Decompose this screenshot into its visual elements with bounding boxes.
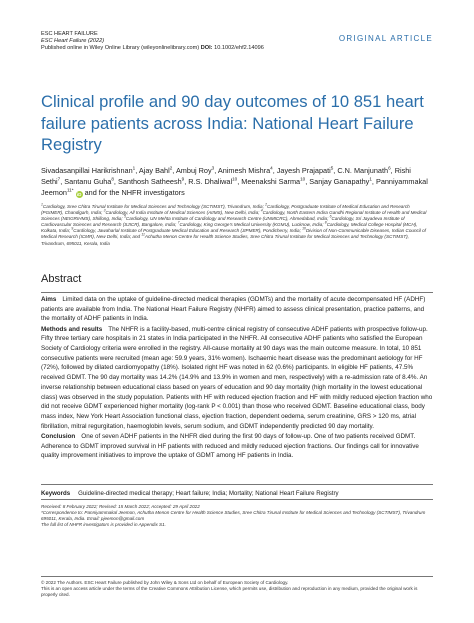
author-affiliation-marker: 2 [169, 165, 173, 171]
author-affiliation-marker: 5 [330, 165, 334, 171]
abstract-heading: Abstract [41, 273, 82, 285]
affiliation-number: 10 [302, 226, 306, 231]
author-affiliation-marker: 9 [181, 176, 185, 182]
author-name: Santhosh Satheesh$^9$ [117, 176, 185, 186]
abstract-conclusion: Conclusion One of seven ADHF patients in the NHFR died during the first 90 days of follow-up. One of two patients received GDMT. Adherence to GDMT improved survival in HF patients with reduced and mildly reduced ejection fractions. Our findings call for innovative quality improvement initiatives to improve the uptake of GDMT among HF patients in India. [41, 432, 419, 460]
keywords-top-rule [41, 484, 433, 485]
author-name: Ajay Bahl$^2$ [138, 165, 173, 175]
copyright: © 2022 The Authors. ESC Heart Failure published by John Wiley & Sons Ltd on behalf of European Society of Cardiology. [41, 580, 289, 585]
journal-issue: ESC Heart Failure (2022) [41, 38, 105, 45]
author-affiliation-marker: 4 [270, 165, 273, 171]
author-name: C.N. Manjunath$^6$ [337, 165, 391, 175]
author-affiliation-marker: 3 [211, 165, 215, 171]
affiliation-number: 2 [265, 202, 268, 207]
affiliations: $^1$Cardiology, Sree Chitra Tirunal Institute for Medical Sciences and Technology (SCTIMST), Trivandrum, India; $^2$Cardiology, Postgraduate Institute of Medical Education and Research (PGIMER), Chandigarh, India; $^3$Cardiology, All India Institute of Medical Sciences (AIIMS), New Delhi, India; $^4$Cardiology, North Eastern Indira Gandhi Regional Institute of Health and Medical Sciences (NEIGRIHMS), Shillong, India; $^5$Cardiology, UN Mehta Institute of Cardiology and Research Centre (UNMICRC), Ahmedabad, India; $^6$Cardiology, Sri Jayadeva Institute of Cardiovascular Sciences and Research (SJICR), Bangalore, India; $^7$Cardiology, King George's Medical University (KGMU), Lucknow, India; $^8$Cardiology, Medical College Hospital (MCH), Kolkata, India; $^9$Cardiology, Jawaharlal Institute of Postgraduate Medical Education and Research (JIPMER), Pondicherry, India; $^{10}$Division of Non-Communicable Diseases, Indian Council of Medical Research (ICMR), New Delhi, India; and $^{11}$Achutha Menon Centre for Health Science Studies, Sree Chitra Tirunal Institute for Medical Sciences and Technology (SCTIMST), Trivandrum, 695011, Kerala, India [41, 202, 427, 246]
author-name: Rishi Sethi$^7$ [41, 166, 411, 186]
author-name: R.S. Dhaliwal$^{10}$ [188, 176, 238, 186]
article-type-badge: ORIGINAL ARTICLE [338, 34, 433, 43]
author-name: Ambuj Roy$^3$ [175, 165, 215, 175]
journal-name: ESC HEART FAILURE [41, 31, 98, 37]
affiliation-number: 7 [177, 220, 180, 225]
keywords-bottom-rule [41, 499, 433, 500]
author-name: Jayesh Prajapati$^5$ [276, 165, 334, 175]
correspondence: *Correspondence to: Panniyammakal Jeemon, Achutha Menon Centre for Health Science Studies, Sree Chitra Tirunal Institute for Medical Sciences and Technology (SCTIMST), Trivandrum 695011, Kerala, India. Email: pjeemon@gmail.com [41, 510, 426, 522]
author-affiliation-marker: 10 [232, 176, 238, 182]
author-name: Animesh Mishra$^4$ [217, 165, 273, 175]
author-name: Meenakshi Sarma$^{10}$ [241, 176, 306, 186]
footer-rule [41, 576, 433, 577]
journal-header [41, 31, 433, 53]
license: This is an open access article under the terms of the Creative Commons Attribution License, which permits use, distribution and reproduction in any medium, provided the original work is properly cited. [41, 586, 418, 598]
page-footer [41, 580, 433, 598]
affiliation-number: 5 [123, 214, 126, 219]
affiliation-number: 6 [329, 214, 332, 219]
doi-link[interactable]: 10.1002/ehf2.14096 [214, 45, 264, 52]
author-affiliation-marker: 8 [111, 176, 114, 182]
author-affiliation-marker: 1 [132, 165, 136, 171]
author-affiliation-marker: 10 [300, 176, 306, 182]
affiliation-number: 9 [71, 226, 74, 231]
author-affiliation-marker: 7 [57, 176, 61, 182]
author-name: Sivadasanpillai Harikrishnan$^1$ [41, 165, 136, 175]
article-title: Clinical profile and 90 day outcomes of 10 851 heart failure patients across India: National Heart Failure Registry [41, 92, 424, 154]
author-affiliation-marker: 11* [66, 187, 74, 193]
author-name: Panniyammakal Jeemon$^{11*}$ [41, 177, 428, 197]
keywords: Keywords Guideline-directed medical therapy; Heart failure; India; Mortality; National Heart Failure Registry [41, 490, 339, 497]
article-dates: Received: 8 February 2022; Revised: 15 March 2022; Accepted: 29 April 2022 *Correspondence to: Panniyammakal Jeemon, Achutha Menon Centre for Health Science Studies, Sree Chitra Tirunal Institute for Medical Sciences and Technology (SCTIMST), Trivandrum 695011, Kerala, India. Email: pjeemon@gmail.com The full list of NHFR investigators is provided in Appendix S1. [41, 504, 433, 528]
orcid-icon[interactable]: iD [76, 192, 82, 197]
author-name: Sanjay Ganapathy$^1$ [309, 176, 372, 186]
investigators-note: The full list of NHFR investigators is provided in Appendix S1. [41, 522, 166, 528]
affiliation-number: 1 [41, 202, 43, 207]
author-list: Sivadasanpillai Harikrishnan$^1$, Ajay Bahl$^2$, Ambuj Roy$^3$, Animesh Mishra$^4$, Jayesh Prajapati$^5$, C.N. Manjunath$^6$, Rishi Sethi$^7$, Santanu Guha$^8$, Santhosh Satheesh$^9$, R.S. Dhaliwal$^{10}$, Meenakshi Sarma$^{10}$, Sanjay Ganapathy$^1$, Panniyammakal Jeemon$^{11*}$ iD and for the NHFR investigators [41, 165, 428, 197]
affiliation-number: 11 [141, 232, 145, 237]
affiliation-number: 4 [260, 208, 263, 213]
affiliation-number: 8 [324, 220, 327, 225]
abstract-body [41, 295, 433, 461]
published-line: Published online in Wiley Online Library (wileyonlinelibrary.com) DOI: 10.1002/ehf2.14096 [41, 45, 264, 52]
abstract-aims: Aims Limited data on the uptake of guideline-directed medical therapies (GDMTs) and the mortality of acute decompensated HF (ADHF) patients are available from India. The National Heart Failure Registry (NHFR) aimed to assess clinical presentation, practice patterns, and the mortality of ADHF patients in India. [41, 296, 426, 323]
abstract-methods: Methods and results The NHFR is a facility-based, multi-centre clinical registry of consecutive ADHF patients with prospective follow-up. Fifty three tertiary care hospitals in 21 states in India participated in the NHFR. All consecutive ADHF patients who satisfied the European Society of Cardiology criteria were enrolled in the registry. All-cause mortality at 90 days was the main outcome measure. In total, 10 851 consecutive patients were recruited (mean age: 59.9 years, 31% women). Ischaemic heart disease was the predominant aetiology for HF (72%), followed by dilated cardiomyopathy (18%). Isolated right HF was noted in 62 (0.6%) participants. In eligible HF patients, 47.5% received GDMT. The 90 day mortality was 14.2% (14.9% and 13.9% in women and men, respectively) with a re-admission rate of 8.4%. An inverse relationship between educational class based on years of education and 90 day mortality (high mortality in the lowest educational class) was observed in the study population. Patients with HF with reduced ejection fraction and HF with mildly reduced ejection fraction who did not receive GDMT experienced higher mortality (log-rank P < 0.001) than those who received GDMT. Baseline educational class, body mass index, New York Heart Association functional class, ejection fraction, dependent oedema, serum creatinine, GRS > 120 ms, atrial fibrillation, mitral regurgitation, haemoglobin levels, serum sodium, and GDMT independently predicted 90 day mortality. [41, 325, 433, 430]
author-affiliation-marker: 1 [369, 176, 372, 182]
author-suffix: and for the NHFR investigators [82, 188, 185, 197]
abstract-top-rule [41, 292, 433, 293]
affiliation-number: 3 [103, 208, 106, 213]
author-name: Santanu Guha$^8$ [64, 176, 114, 186]
author-affiliation-marker: 6 [388, 165, 391, 171]
